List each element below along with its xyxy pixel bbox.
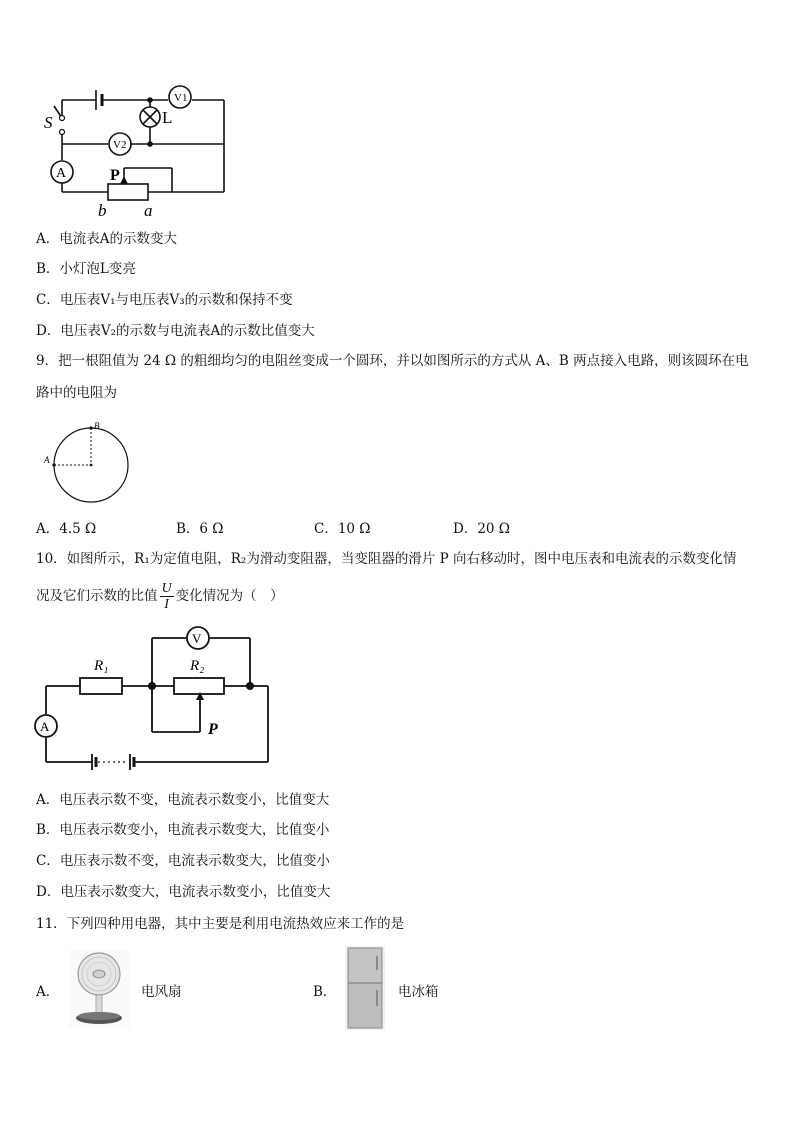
q9-option-a: A．4.5 Ω	[36, 521, 97, 537]
q10-label-v: V	[192, 631, 202, 646]
q10-label-r1: R₁	[94, 658, 109, 674]
electric-fan-icon	[68, 950, 130, 1028]
q8-circuit-diagram	[40, 80, 240, 220]
q8-option-a: A．电流表A的示数变大	[36, 231, 177, 247]
q9-stem: 9．把一根阻值为 24 Ω 的粗细均匀的电阻丝变成一个圆环，并以如图所示的方式从 A、B 两点接入电路，则该圆环在电路中的电阻为	[36, 353, 749, 401]
refrigerator-icon	[345, 946, 385, 1030]
q10-stem-line1: 10．如图所示，R₁为定值电阻，R₂为滑动变阻器，当变阻器的滑片 P 向右移动时，图中电压表和电流表的示数变化情	[36, 551, 737, 567]
q8-label-v1: V1	[174, 92, 188, 104]
q8-label-p: P	[110, 167, 120, 184]
q8-label-a: A	[56, 166, 67, 181]
q11-option-a-letter: A．	[36, 984, 60, 1000]
q9-option-c: C．10 Ω	[314, 521, 371, 537]
q10-circuit-diagram	[34, 622, 284, 782]
q10-option-b: B．电压表示数变小，电流表示数变大，比值变小	[36, 822, 330, 838]
q9-label-a: A	[44, 455, 50, 465]
q8-label-l: L	[162, 108, 173, 127]
fraction-denominator: I	[164, 597, 169, 612]
q10-option-a: A．电压表示数不变，电流表示数变小，比值变大	[36, 792, 330, 808]
q10-option-c: C．电压表示数不变，电流表示数变大，比值变小	[36, 853, 330, 869]
q10-stem-suffix: 变化情况为（ ）	[175, 588, 284, 604]
q10-label-p: P	[208, 721, 218, 738]
q8-option-c: C．电压表V₁与电压表V₃的示数和保持不变	[36, 292, 293, 308]
q11-option-b-name: 电冰箱	[398, 984, 439, 1000]
q9-ring-diagram	[36, 418, 146, 508]
q11-option-b-letter: B．	[313, 984, 337, 1000]
q9-option-b: B．6 Ω	[176, 521, 224, 537]
q8-option-d: D．电压表V₂的示数与电流表A的示数比值变大	[36, 323, 315, 339]
q8-label-a-end: a	[144, 201, 153, 220]
q8-label-b: b	[98, 201, 107, 220]
q10-option-d: D．电压表示数变大，电流表示数变小，比值变大	[36, 884, 331, 900]
q9-label-b: B	[94, 421, 100, 431]
q11-stem: 11．下列四种用电器，其中主要是利用电流热效应来工作的是	[36, 916, 405, 932]
q11-option-a-name: 电风扇	[141, 984, 182, 1000]
q10-stem-prefix: 况及它们示数的比值	[36, 588, 158, 604]
q8-option-b: B．小灯泡L变亮	[36, 261, 136, 277]
q9-option-d: D．20 Ω	[453, 521, 510, 537]
ratio-fraction	[160, 581, 174, 612]
q10-label-a: A	[40, 719, 50, 734]
q8-label-v2: V2	[113, 139, 127, 151]
q10-label-r2: R₂	[190, 658, 205, 674]
fraction-numerator: U	[161, 581, 172, 596]
q10-stem-line2	[36, 578, 284, 614]
q8-label-s: S	[44, 113, 53, 132]
